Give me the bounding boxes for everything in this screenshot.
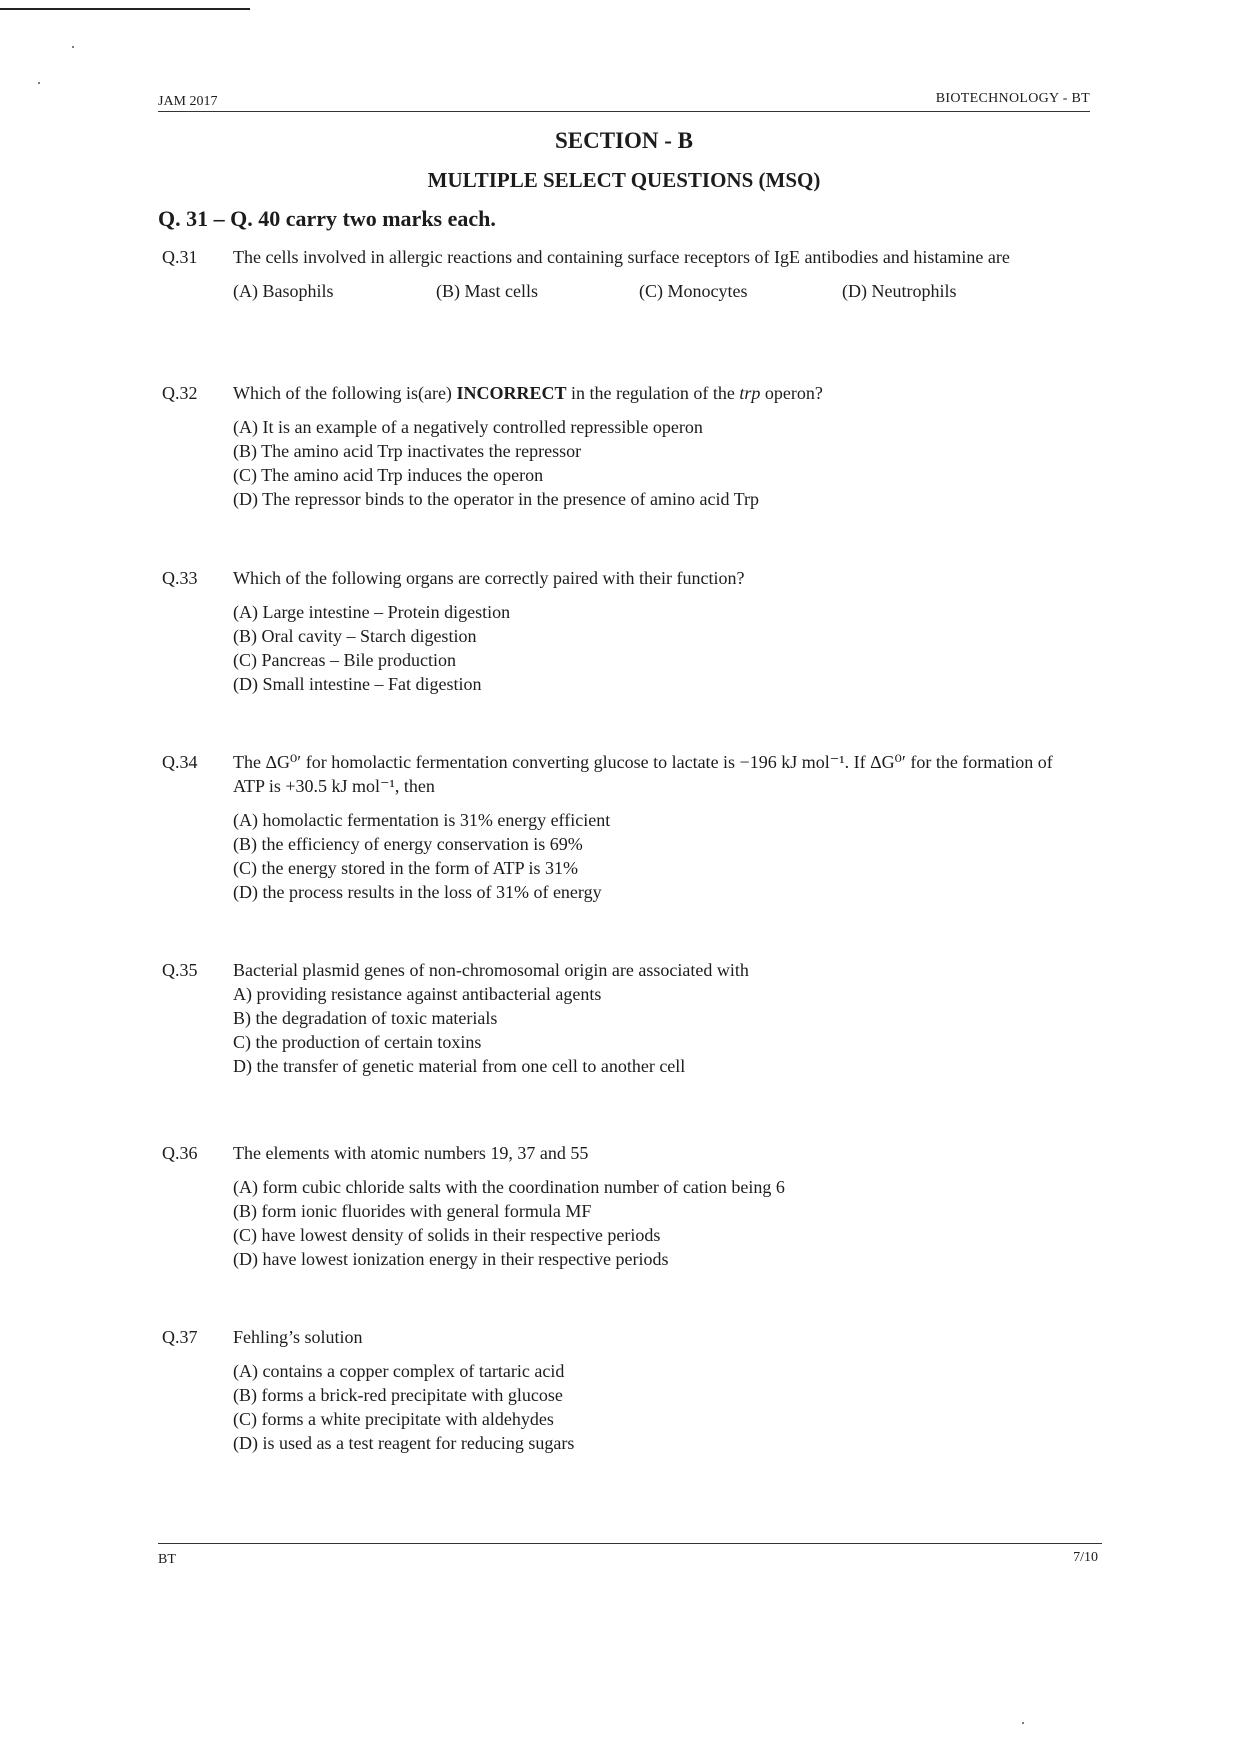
marks-note: Q. 31 – Q. 40 carry two marks each.	[158, 206, 496, 231]
option-a: (A) It is an example of a negatively controlled repressible operon	[233, 417, 703, 437]
question-body	[233, 245, 1083, 303]
section-subtitle: MULTIPLE SELECT QUESTIONS (MSQ)	[427, 168, 821, 192]
option-c: (C) Pancreas – Bile production	[233, 650, 456, 670]
option-list	[233, 808, 1083, 904]
question-number: Q.31	[162, 247, 198, 267]
option-c: (C) the energy stored in the form of ATP is 31%	[233, 858, 578, 878]
question-body	[233, 958, 1083, 1078]
question-text: The ΔG⁰′ for homolactic fermentation converting glucose to lactate is −196 kJ mol⁻¹. If ΔG⁰′ for the formation of ATP is +30.5 kJ mol⁻¹, then	[233, 752, 1053, 796]
option-a: (A) homolactic fermentation is 31% energy efficient	[233, 810, 611, 830]
question-body	[233, 750, 1083, 904]
emphasis-incorrect: INCORRECT	[456, 383, 567, 403]
option-b: (B) The amino acid Trp inactivates the repressor	[233, 441, 582, 461]
option-b: (B) forms a brick-red precipitate with glucose	[233, 1385, 563, 1405]
scan-edge-line	[0, 8, 250, 10]
scan-speck	[1022, 1722, 1024, 1724]
option-d: (D) the process results in the loss of 31% of energy	[233, 882, 602, 902]
question-body	[233, 1325, 1083, 1455]
option-c: (C) have lowest density of solids in their respective periods	[233, 1225, 661, 1245]
option-a: A) providing resistance against antibacterial agents	[233, 984, 602, 1004]
option-d: (D) Small intestine – Fat digestion	[233, 674, 482, 694]
footer-rule	[158, 1543, 1102, 1544]
option-b: B) the degradation of toxic materials	[233, 1008, 498, 1028]
option-b: (B) Oral cavity – Starch digestion	[233, 626, 477, 646]
text-segment: in the regulation of the	[566, 383, 740, 403]
emphasis-trp: trp	[739, 383, 761, 403]
question-body	[233, 566, 1083, 696]
option-list	[233, 600, 1083, 696]
question-number: Q.35	[162, 960, 198, 980]
option-c: C) the production of certain toxins	[233, 1032, 482, 1052]
question-text: Which of the following organs are correctly paired with their function?	[233, 568, 745, 588]
question-body	[233, 381, 1083, 511]
text-segment: operon?	[760, 383, 823, 403]
header-rule	[158, 111, 1090, 112]
scan-speck	[38, 82, 40, 84]
question-number: Q.33	[162, 568, 198, 588]
section-title: SECTION - B	[554, 128, 694, 153]
question-number: Q.37	[162, 1327, 198, 1347]
option-c: (C) forms a white precipitate with aldehydes	[233, 1409, 554, 1429]
page-number: 7/10	[1073, 1550, 1098, 1565]
question-text: Bacterial plasmid genes of non-chromosomal origin are associated with	[233, 960, 749, 980]
option-list	[233, 415, 1083, 511]
question-number: Q.32	[162, 383, 198, 403]
question-number: Q.34	[162, 752, 198, 772]
question-text: The elements with atomic numbers 19, 37 and 55	[233, 1143, 589, 1163]
option-d: (D) Neutrophils	[842, 281, 957, 301]
option-a: (A) Basophils	[233, 281, 334, 301]
option-row	[233, 279, 1083, 303]
question-text	[233, 381, 1083, 405]
option-a: (A) contains a copper complex of tartaric acid	[233, 1361, 565, 1381]
option-list	[233, 1359, 1083, 1455]
option-d: D) the transfer of genetic material from one cell to another cell	[233, 1056, 686, 1076]
question-number: Q.36	[162, 1143, 198, 1163]
option-d: (D) The repressor binds to the operator in the presence of amino acid Trp	[233, 489, 760, 509]
option-list	[233, 1175, 1083, 1271]
option-d: (D) have lowest ionization energy in their respective periods	[233, 1249, 669, 1269]
option-list	[233, 982, 1083, 1078]
question-text: The cells involved in allergic reactions and containing surface receptors of IgE antibodies and histamine are	[233, 247, 1010, 267]
option-a: (A) Large intestine – Protein digestion	[233, 602, 511, 622]
option-b: (B) the efficiency of energy conservation is 69%	[233, 834, 583, 854]
option-c: (C) Monocytes	[639, 281, 748, 301]
scan-speck	[72, 46, 74, 48]
paper-label: BIOTECHNOLOGY - BT	[935, 91, 1090, 106]
option-d: (D) is used as a test reagent for reducing sugars	[233, 1433, 575, 1453]
option-b: (B) form ionic fluorides with general formula MF	[233, 1201, 592, 1221]
footer-paper-code: BT	[158, 1552, 176, 1567]
exam-label: JAM 2017	[158, 94, 218, 109]
text-segment: Which of the following is(are)	[233, 383, 457, 403]
question-text: Fehling’s solution	[233, 1327, 363, 1347]
option-a: (A) form cubic chloride salts with the coordination number of cation being 6	[233, 1177, 785, 1197]
option-b: (B) Mast cells	[436, 281, 538, 301]
question-body	[233, 1141, 1083, 1271]
option-c: (C) The amino acid Trp induces the operon	[233, 465, 544, 485]
